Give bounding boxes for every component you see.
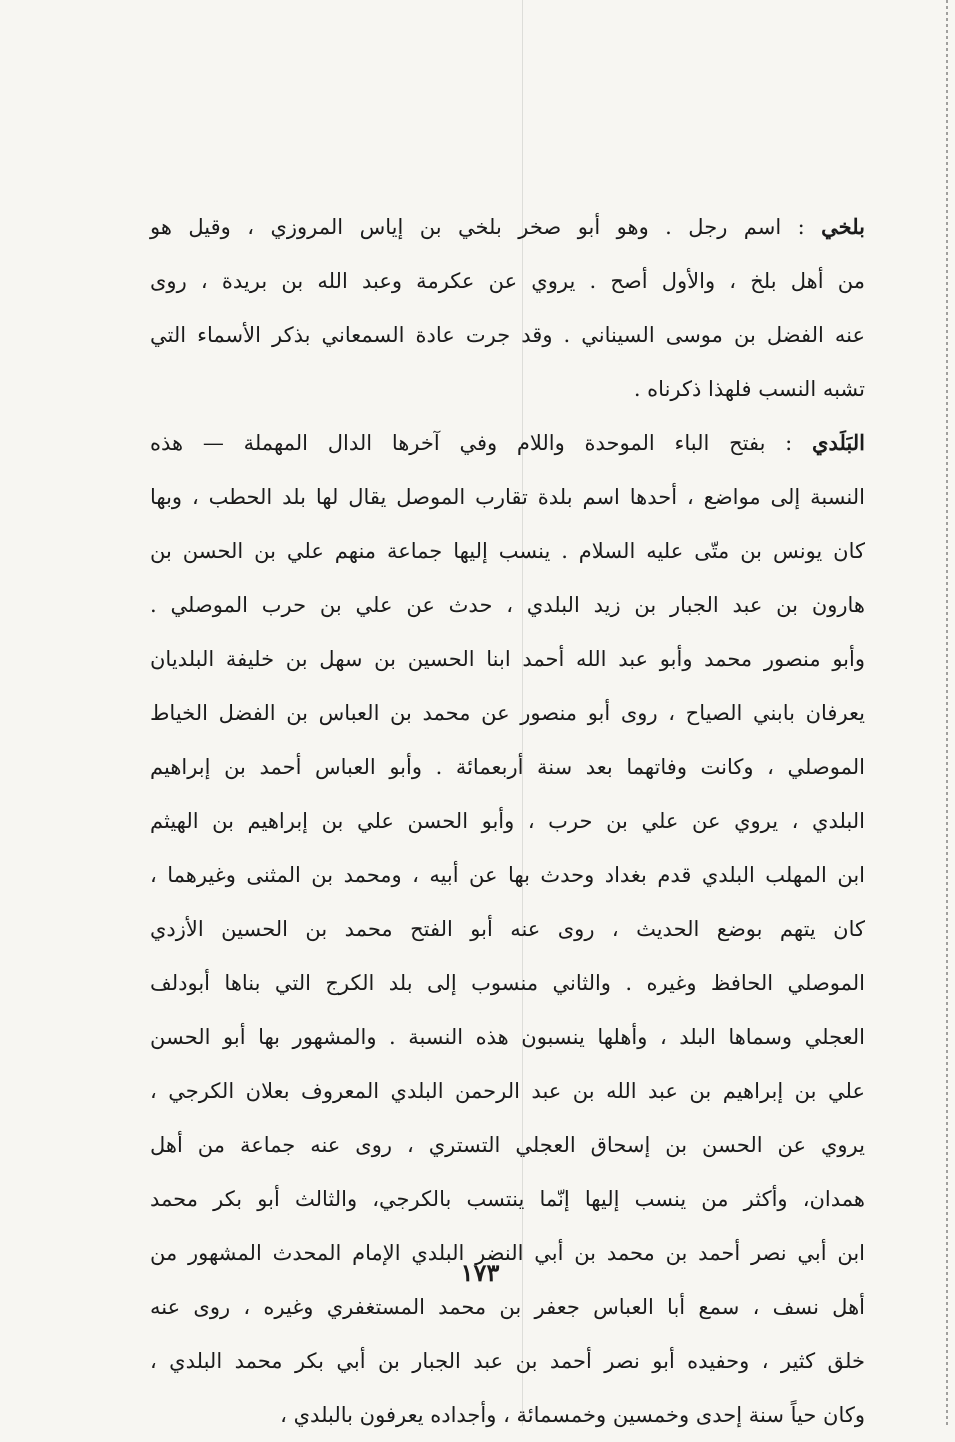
text-line: وأبو منصور محمد وأبو عبد الله أحمد ابنا الحسين بن سهل بن خليفة البلديان (150, 647, 865, 671)
text-line: يروي عن الحسن بن إسحاق العجلي التستري ، روى عنه جماعة من أهل (150, 1133, 865, 1157)
text-line: من أهل بلخ ، والأول أصح . يروي عن عكرمة وعبد الله بن بريدة ، روى (150, 269, 865, 293)
text-line: كان يونس بن متّى عليه السلام . ينسب إليها جماعة منهم علي بن الحسن بن (150, 539, 865, 563)
page-edge-artifact (946, 0, 948, 1426)
text-line: أهل نسف ، سمع أبا العباس جعفر بن محمد المستغفري وغيره ، روى عنه (150, 1295, 865, 1319)
text-line: الموصلي الحافظ وغيره . والثاني منسوب إلى بلد الكرج التي بناها أبودلف (150, 971, 865, 995)
text-line: البلدي ، يروي عن علي بن حرب ، وأبو الحسن علي بن إبراهيم بن الهيثم (150, 809, 865, 833)
entry-term: بلخي (821, 214, 865, 239)
text-line: علي بن إبراهيم بن عبد الله بن عبد الرحمن البلدي المعروف بعلان الكرجي ، (150, 1079, 865, 1103)
text-line: تشبه النسب فلهذا ذكرناه . (633, 377, 865, 401)
text-line: همدان، وأكثر من ينسب إليها إنّما ينتسب بالكرجي، والثالث أبو بكر محمد (150, 1187, 865, 1211)
text-line: ابن أبي نصر أحمد بن محمد بن أبي النضر البلدي الإمام المحدث المشهور من (150, 1241, 865, 1265)
text-line: عنه الفضل بن موسى السيناني . وقد جرت عادة السمعاني بذكر الأسماء التي (150, 323, 865, 347)
text-line: هارون بن عبد الجبار بن زيد البلدي ، حدث عن علي بن حرب الموصلي . (150, 593, 865, 617)
text-line: الموصلي ، وكانت وفاتهما بعد سنة أربعمائة . وأبو العباس أحمد بن إبراهيم (150, 755, 865, 779)
text-line: خلق كثير ، وحفيده أبو نصر أحمد بن عبد الجبار بن أبي بكر محمد البلدي ، (150, 1349, 865, 1373)
body-text (150, 200, 865, 1442)
text-line: ابن المهلب البلدي قدم بغداد وحدث بها عن أبيه ، ومحمد بن المثنى وغيرهما ، (150, 863, 865, 887)
text-line: النسبة إلى مواضع ، أحدها اسم بلدة تقارب الموصل يقال لها بلد الحطب ، وبها (150, 485, 865, 509)
text-line: العجلي وسماها البلد ، وأهلها ينسبون هذه النسبة . والمشهور بها أبو الحسن (150, 1025, 865, 1049)
text-line: يعرفان بابني الصياح ، روى أبو منصور عن محمد بن العباس بن الفضل الخياط (150, 701, 865, 725)
text-line: وكان حياً سنة إحدى وخمسين وخمسمائة ، وأجداده يعرفون بالبلدي ، (280, 1403, 865, 1427)
entry-term: البَلَدي (812, 430, 865, 455)
page-number: ١٧٣ (460, 1258, 500, 1287)
text-line: كان يتهم بوضع الحديث ، روى عنه أبو الفتح محمد بن الحسين الأزدي (150, 917, 865, 941)
text-line: البَلَدي : بفتح الباء الموحدة واللام وفي آخرها الدال المهملة — هذه (150, 430, 865, 455)
text-line: بلخي : اسم رجل . وهو أبو صخر بلخي بن إياس المروزي ، وقيل هو (150, 214, 865, 239)
